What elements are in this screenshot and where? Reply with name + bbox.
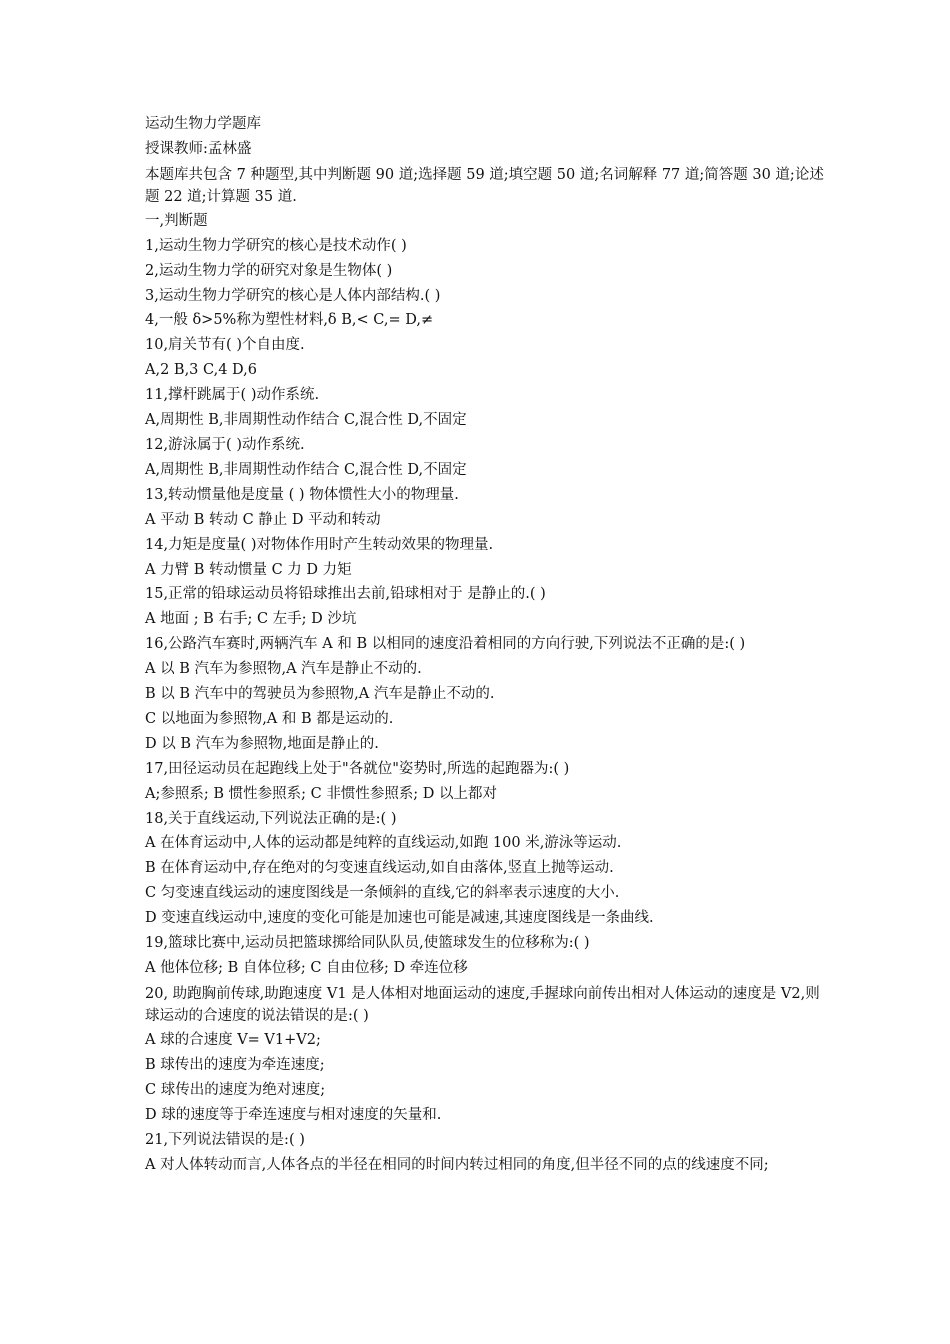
text-line: D 变速直线运动中,速度的变化可能是加速也可能是减速,其速度图线是一条曲线.: [145, 910, 654, 927]
text-line: 19,篮球比赛中,运动员把篮球掷给同队队员,使篮球发生的位移称为:( ): [145, 935, 590, 952]
text-line: 2,运动生物力学的研究对象是生物体( ): [145, 262, 393, 279]
text-line: 11,撑杆跳属于( )动作系统.: [145, 387, 320, 404]
text-line: A,2 B,3 C,4 D,6: [145, 362, 257, 379]
text-line: B 在体育运动中,存在绝对的匀变速直线运动,如自由落体,竖直上抛等运动.: [145, 860, 614, 877]
text-line: 4,一般 δ>5%称为塑性材料,δ B,< C,= D,≠: [145, 312, 434, 329]
text-line: 17,田径运动员在起跑线上处于"各就位"姿势时,所选的起跑器为:( ): [145, 760, 570, 777]
text-line: C 以地面为参照物,A 和 B 都是运动的.: [145, 710, 394, 727]
text-line: A 球的合速度 V= V1+V2;: [145, 1031, 321, 1048]
text-line: 21,下列说法错误的是:( ): [145, 1131, 305, 1148]
text-line: A 对人体转动而言,人体各点的半径在相同的时间内转过相同的角度,但半径不同的点的线速度不同;: [145, 1157, 769, 1174]
intro-paragraph: 本题库共包含 7 种题型,其中判断题 90 道;选择题 59 道;填空题 50 道;名词解释 77 道;简答题 30 道;论述题 22 道;计算题 35 道.: [145, 166, 824, 205]
text-line: A,周期性 B,非周期性动作结合 C,混合性 D,不固定: [145, 461, 467, 478]
text-line: A 他体位移; B 自体位移; C 自由位移; D 牵连位移: [145, 960, 468, 976]
text-line: A 平动 B 转动 C 静止 D 平动和转动: [145, 511, 381, 528]
text-line: C 匀变速直线运动的速度图线是一条倾斜的直线,它的斜率表示速度的大小.: [145, 885, 620, 902]
text-line: B 球传出的速度为牵连速度;: [145, 1056, 325, 1073]
text-line: A;参照系; B 惯性参照系; C 非惯性参照系; D 以上都对: [145, 785, 498, 802]
text-line: 16,公路汽车赛时,两辆汽车 A 和 B 以相同的速度沿着相同的方向行驶,下列说法不正确的是:( ): [145, 636, 746, 653]
text-line: 1,运动生物力学研究的核心是技术动作( ): [145, 237, 407, 254]
text-line: A 地面 ; B 右手; C 左手; D 沙坑: [145, 611, 357, 628]
text-line: 12,游泳属于( )动作系统.: [145, 436, 305, 453]
text-line: 10,肩关节有( )个自由度.: [145, 337, 305, 354]
section-heading: 一,判断题: [145, 212, 208, 229]
text-line: 15,正常的铅球运动员将铅球推出去前,铅球相对于 是静止的.( ): [145, 586, 546, 603]
text-line: A,周期性 B,非周期性动作结合 C,混合性 D,不固定: [145, 412, 467, 429]
document-page: [145, 112, 825, 1177]
text-line: 20, 助跑胸前传球,助跑速度 V1 是人体相对地面运动的速度,手握球向前传出相对人体运动的速度是 V2,则球运动的合速度的说法错误的是:( ): [145, 985, 820, 1024]
text-line: 13,转动惯量他是度量 ( ) 物体惯性大小的物理量.: [145, 486, 459, 503]
teacher-line: 授课教师:孟林盛: [145, 140, 252, 157]
text-line: A 以 B 汽车为参照物,A 汽车是静止不动的.: [145, 661, 422, 678]
document-title: 运动生物力学题库: [145, 116, 261, 132]
text-line: A 力臂 B 转动惯量 C 力 D 力矩: [145, 561, 352, 578]
text-line: 3,运动生物力学研究的核心是人体内部结构.( ): [145, 287, 441, 304]
text-line: 14,力矩是度量( )对物体作用时产生转动效果的物理量.: [145, 536, 494, 553]
text-line: 18,关于直线运动,下列说法正确的是:( ): [145, 810, 397, 827]
text-line: D 以 B 汽车为参照物,地面是静止的.: [145, 735, 379, 752]
text-line: B 以 B 汽车中的驾驶员为参照物,A 汽车是静止不动的.: [145, 686, 495, 703]
text-line: A 在体育运动中,人体的运动都是纯粹的直线运动,如跑 100 米,游泳等运动.: [145, 835, 622, 852]
text-line: D 球的速度等于牵连速度与相对速度的矢量和.: [145, 1106, 442, 1123]
text-line: C 球传出的速度为绝对速度;: [145, 1081, 326, 1098]
question-list: [145, 234, 825, 1177]
